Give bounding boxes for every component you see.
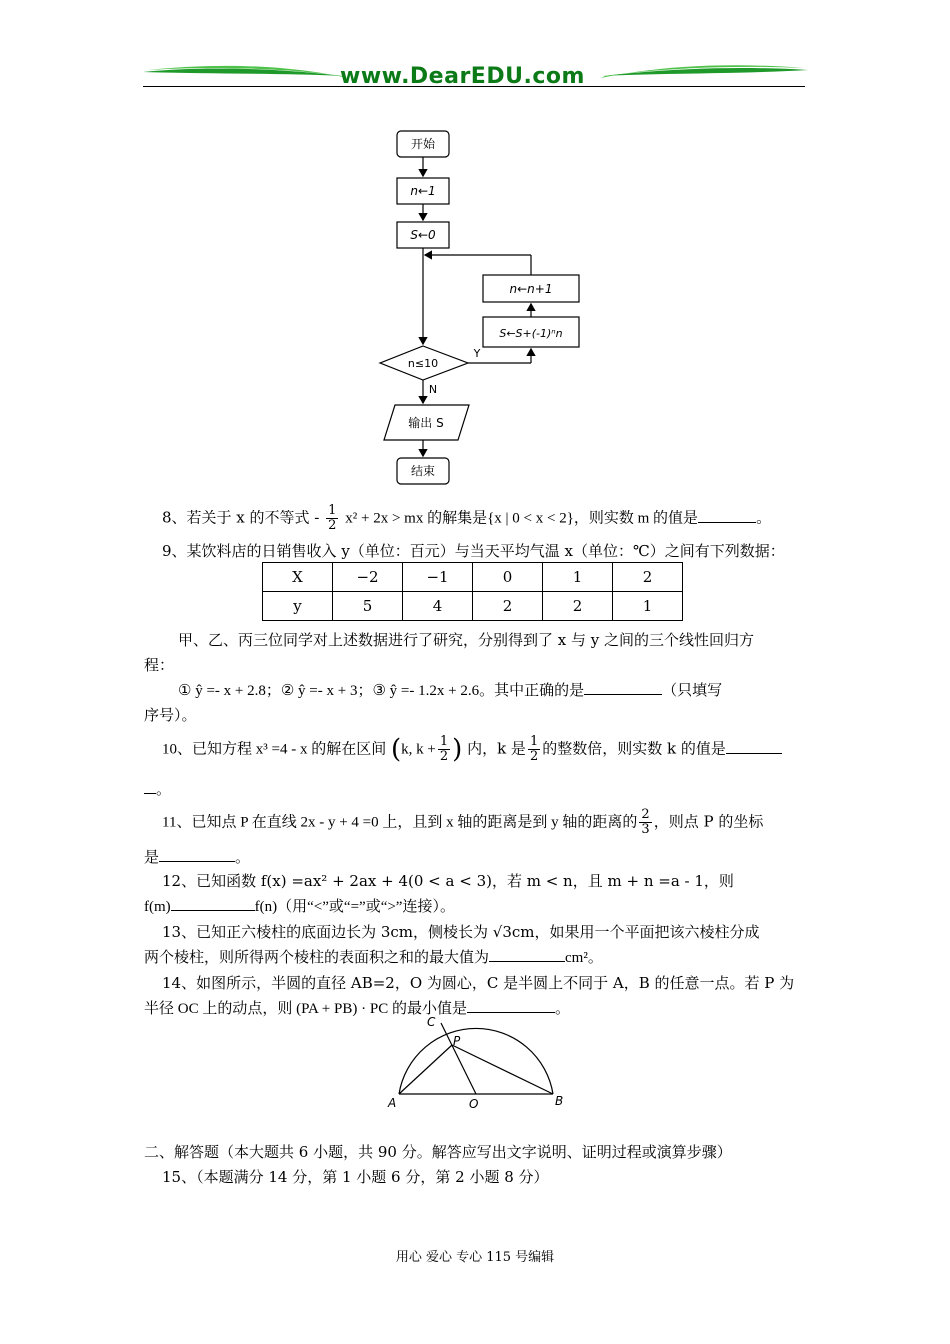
flow-update-s-text: S←S+(-1)ⁿn <box>499 327 563 340</box>
table-cell: −2 <box>333 563 403 592</box>
q11-answer-blank[interactable] <box>159 861 235 862</box>
question-9: 9、某饮料店的日销售收入 y（单位：百元）与当天平均气温 x（单位：℃）之间有下列数据： <box>162 542 785 560</box>
q14-answer-blank[interactable] <box>467 1012 555 1013</box>
q9-line2: 程： <box>144 656 175 674</box>
q10-cont: 。 <box>144 776 810 802</box>
table-row <box>263 563 683 592</box>
table-cell: 5 <box>333 592 403 621</box>
q9-answer-blank[interactable] <box>584 694 662 695</box>
flow-no-label: N <box>428 383 438 396</box>
page-footer: 用心 爱心 专心 115 号编辑 <box>395 1250 555 1265</box>
point-c-label: C <box>427 1015 436 1029</box>
table-cell: 4 <box>403 592 473 621</box>
point-o-label: O <box>469 1097 479 1110</box>
flow-yes-label: Y <box>473 347 481 360</box>
q12-answer-blank[interactable] <box>171 910 255 911</box>
table-row <box>263 592 683 621</box>
q13-line2: 两个棱柱，则所得两个棱柱的表面积之和的最大值为 cm²。 <box>144 948 603 966</box>
flow-output-text: 输出 S <box>408 416 444 430</box>
question-8: 8、若关于 x 的不等式 - $\frac{1}{2}$ x² + 2x > mx 的解集是{x | 0 < x < 2}，则实数 m 的值是 。 <box>162 503 772 533</box>
q8-fraction: $\frac{1}{2}$ <box>328 503 337 533</box>
table-cell: y <box>263 592 333 621</box>
point-b-label: B <box>555 1094 564 1108</box>
question-15: 15、（本题满分 14 分，第 1 小题 6 分，第 2 小题 8 分） <box>162 1168 549 1186</box>
q9-line1: 甲、乙、丙三位同学对上述数据进行了研究，分别得到了 x 与 y 之间的三个线性回归方 <box>178 631 755 649</box>
q8-answer-blank[interactable] <box>698 522 756 523</box>
flowchart <box>370 128 590 490</box>
point-p-label: P <box>453 1034 461 1048</box>
table-cell: 2 <box>543 592 613 621</box>
semicircle-figure <box>385 1014 570 1110</box>
question-10: 10、已知方程 x³ =4 - x 的解在区间 (k, k + $\frac{1}{2}$ ) 内，k 是 $\frac{1}{2}$ 的整数倍，则实数 k 的值是 <box>144 735 828 764</box>
table-cell: 1 <box>613 592 683 621</box>
question-13: 13、已知正六棱柱的底面边长为 3cm，侧棱长为 √3cm，如果用一个平面把该六棱柱分成 <box>162 923 760 941</box>
table-cell: 1 <box>543 563 613 592</box>
question-12: 12、已知函数 f(x) =ax² + 2ax + 4(0 < a < 3)，若 m < n，且 m + n =a - 1，则 <box>162 872 734 890</box>
table-cell: 0 <box>473 563 543 592</box>
q10-answer-blank[interactable] <box>726 753 782 754</box>
flow-condition-text: n≤10 <box>407 357 439 370</box>
q13-answer-blank[interactable] <box>489 961 565 962</box>
q9-line3: ① ŷ =- x + 2.8；② ŷ =- x + 3；③ ŷ =- 1.2x + 2.6。其中正确的是 （只填写 <box>178 681 723 699</box>
flow-end-text: 结束 <box>410 464 436 478</box>
table-cell: 2 <box>613 563 683 592</box>
q9-line4: 序号）。 <box>144 706 197 724</box>
flow-update-n-text: n←n+1 <box>509 282 553 296</box>
flow-start-text: 开始 <box>410 137 436 151</box>
data-table <box>262 562 683 621</box>
question-14: 14、如图所示，半圆的直径 AB=2，O 为圆心，C 是半圆上不同于 A，B 的任意一点。若 P 为 <box>162 974 795 992</box>
point-a-label: A <box>388 1096 397 1110</box>
header-rule <box>143 86 805 87</box>
q11-line2: 是 。 <box>144 848 251 866</box>
question-11: 11、已知点 P 在直线 2x - y + 4 =0 上，且到 x 轴的距离是到 y 轴的距离的 $\frac{2}{3}$ ，则点 P 的坐标 <box>162 807 764 837</box>
q12-line2: f(m) f(n)（用“<”或“=”或“>”连接）。 <box>144 899 455 915</box>
table-cell: −1 <box>403 563 473 592</box>
flow-init-s-text: S←0 <box>410 228 436 242</box>
q14-line2: 半径 OC 上的动点，则 (PA + PB) · PC 的最小值是 。 <box>144 999 570 1017</box>
table-cell: 2 <box>473 592 543 621</box>
section-2-heading: 二、解答题（本大题共 6 小题，共 90 分。解答应写出文字说明、证明过程或演算步骤） <box>144 1143 732 1161</box>
flow-init-n-text: n←1 <box>410 184 436 198</box>
table-cell: X <box>263 563 333 592</box>
site-logo[interactable]: www.DearEDU.com <box>340 64 585 89</box>
